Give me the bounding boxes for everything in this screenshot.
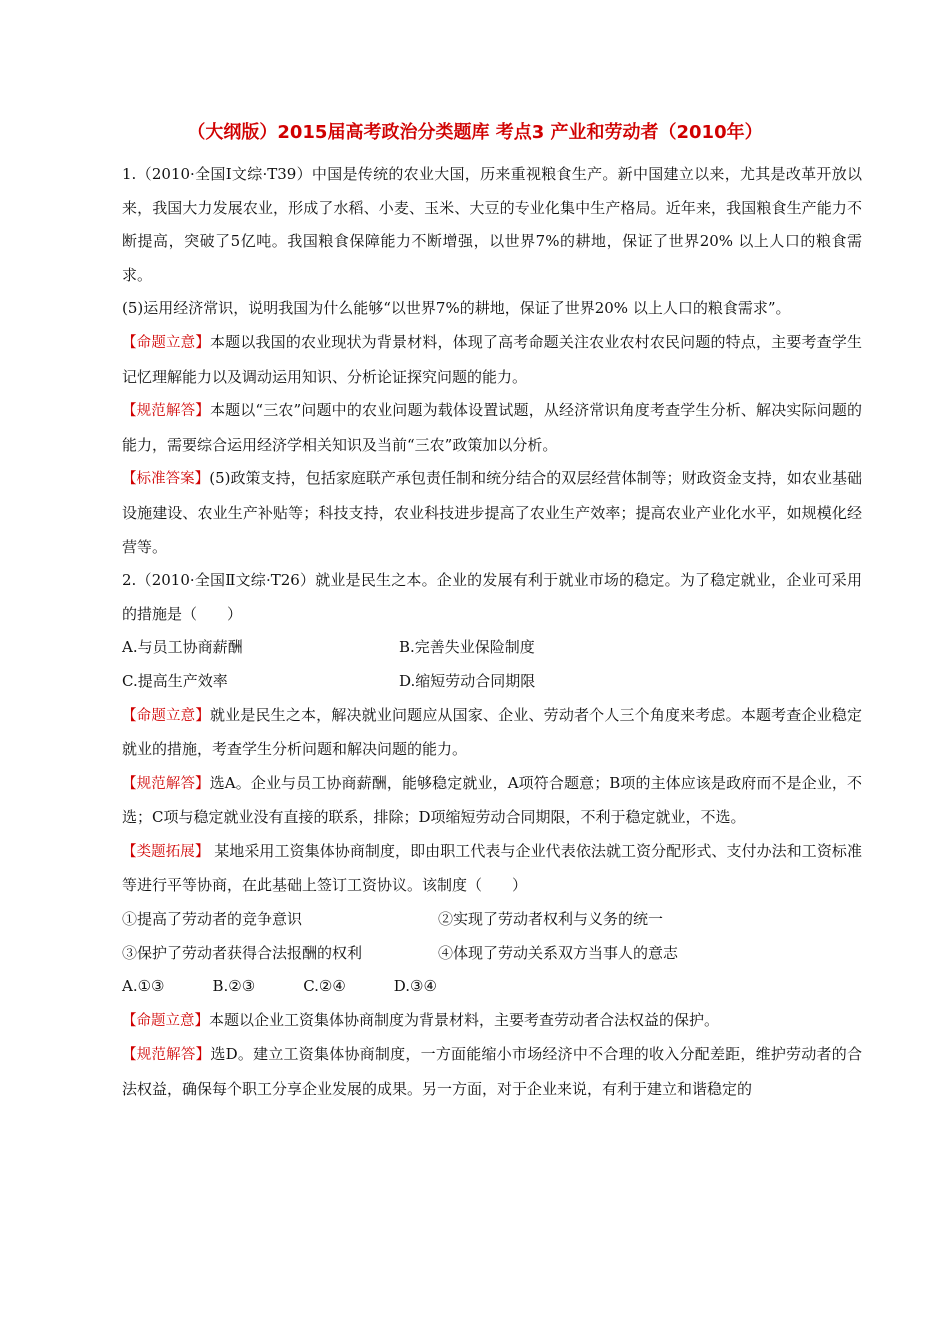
q1-subquestion: (5)运用经济常识，说明我国为什么能够“以世界7%的耕地，保证了世界20% 以上人口的粮食需求”。 xyxy=(122,299,791,318)
q2-intent-text: 就业是民生之本，解决就业问题应从国家、企业、劳动者个人三个角度来考虑。本题考查企业稳定就业的措施，考查学生分析问题和解决问题的能力。 xyxy=(122,705,862,759)
ext-items-row-2 xyxy=(122,937,862,971)
q2-options-row-1 xyxy=(122,631,862,665)
q2-intent-label: 【命题立意】 xyxy=(122,707,210,724)
ext-solution-text: 选D。建立工资集体协商制度，一方面能缩小市场经济中不合理的收入分配差距，维护劳动者的合法权益，确保每个职工分享企业发展的成果。另一方面，对于企业来说，有利于建立和谐稳定的 xyxy=(122,1045,863,1099)
ext-items-row-1 xyxy=(122,903,862,937)
q2-ext-text: 某地采用工资集体协商制度，即由职工代表与企业代表依法就工资分配形式、支付办法和工资标准等进行平等协商，在此基础上签订工资协议。该制度（ ） xyxy=(122,841,863,895)
ext-choice-b: B.②③ xyxy=(212,977,256,996)
ext-item-1: ①提高了劳动者的竞争意识 xyxy=(122,910,303,929)
q2-solution-label: 【规范解答】 xyxy=(122,775,210,792)
q1-answer xyxy=(122,462,862,564)
q1-intent-label: 【命题立意】 xyxy=(122,334,210,351)
document-body xyxy=(122,158,862,1107)
q1-answer-text: (5)政策支持，包括家庭联产承包责任制和统分结合的双层经营体制等；财政资金支持，如农业基础设施建设、农业生产补贴等；科技支持，农业科技进步提高了农业生产效率；提高农业产业化水平，如规模化经营等。 xyxy=(122,469,862,556)
q1-intent xyxy=(122,326,862,394)
q1-solution-label: 【规范解答】 xyxy=(122,403,210,420)
q2-solution xyxy=(122,767,862,835)
document-title: （大纲版）2015届高考政治分类题库 考点3 产业和劳动者（2010年） xyxy=(187,122,763,143)
ext-intent-label: 【命题立意】 xyxy=(122,1012,209,1029)
ext-solution xyxy=(122,1038,862,1106)
q2-stem: 2.（2010·全国Ⅱ文综·T26）就业是民生之本。企业的发展有利于就业市场的稳定。为了稳定就业，企业可采用的措施是（ ） xyxy=(122,571,862,623)
q1-stem: 1.（2010·全国Ⅰ文综·T39）中国是传统的农业大国，历来重视粮食生产。新中国建立以来，尤其是改革开放以来，我国大力发展农业，形成了水稻、小麦、玉米、大豆的专业化集中生产格局。近年来，我国粮食生产能力不断提高，突破了5亿吨。我国粮食保障能力不断增强，以世界7%的耕地，保证了世界20% 以上人口的粮食需求。 xyxy=(122,165,862,284)
q1-answer-label: 【标准答案】 xyxy=(122,471,210,488)
ext-intent-text: 本题以企业工资集体协商制度为背景材料，主要考查劳动者合法权益的保护。 xyxy=(209,1010,720,1029)
q1-solution-text: 本题以“三农”问题中的农业问题为载体设置试题，从经济常识角度考查学生分析、解决实际问题的能力，需要综合运用经济学相关知识及当前“三农”政策加以分析。 xyxy=(122,401,862,454)
q2-option-c: C.提高生产效率 xyxy=(122,671,228,690)
q2-ext-label: 【类题拓展】 xyxy=(122,843,210,860)
ext-choices-row xyxy=(122,970,862,1004)
q2-solution-text: 选A。企业与员工协商薪酬，能够稳定就业，A项符合题意；B项的主体应该是政府而不是企业，不选；C项与稳定就业没有直接的联系，排除；D项缩短劳动合同期限，不利于稳定就业，不选。 xyxy=(122,773,862,827)
q2-option-d: D.缩短劳动合同期限 xyxy=(399,671,536,690)
ext-item-4: ④体现了劳动关系双方当事人的意志 xyxy=(438,943,679,962)
ext-choice-c: C.②④ xyxy=(303,977,346,996)
ext-solution-label: 【规范解答】 xyxy=(122,1047,211,1064)
q1-intent-text: 本题以我国的农业现状为背景材料，体现了高考命题关注农业农村农民问题的特点，主要考查学生记忆理解能力以及调动运用知识、分析论证探究问题的能力。 xyxy=(122,332,862,386)
ext-choice-a: A.①③ xyxy=(122,977,165,996)
q1-solution xyxy=(122,394,862,462)
q2-extension xyxy=(122,835,862,903)
q2-option-b: B.完善失业保险制度 xyxy=(399,638,535,657)
q2-intent xyxy=(122,699,862,767)
ext-item-3: ③保护了劳动者获得合法报酬的权利 xyxy=(122,943,363,962)
q2-options-row-2 xyxy=(122,665,862,699)
ext-item-2: ②实现了劳动者权利与义务的统一 xyxy=(438,910,664,929)
ext-intent xyxy=(122,1004,862,1039)
ext-choice-d: D.③④ xyxy=(393,977,437,996)
q2-option-a: A.与员工协商薪酬 xyxy=(122,638,243,657)
